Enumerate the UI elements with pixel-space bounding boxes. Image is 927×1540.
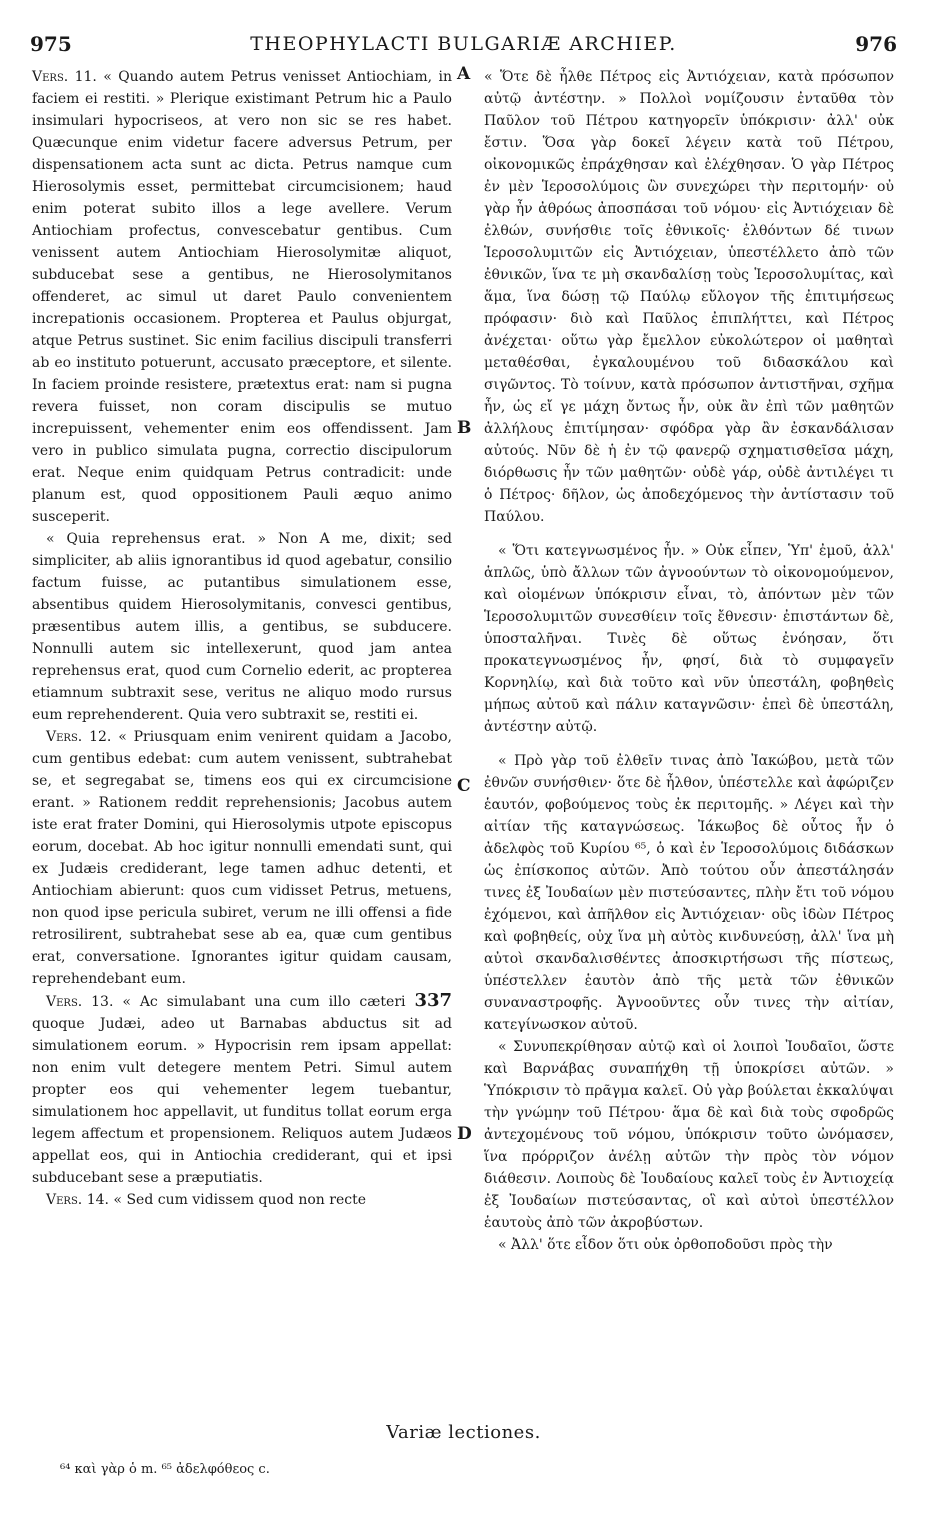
latin-paragraph <box>32 726 452 990</box>
verse-marker: Vers. 13. <box>46 994 114 1010</box>
latin-paragraph <box>32 1189 452 1211</box>
margin-letter-a: A <box>457 64 471 84</box>
latin-text: « Priusquam enim venirent quidam a Jacobo, cum gentibus edebat: cum autem venissent, subtrahebat se, et segregabat se, timens eos qui ex circumcisione erant. » Rationem reddit reprehensionis; Jacobus autem iste erat frater Domini, qui Hierosolymis utpote episcopus eorum, docebat. Ab hoc igitur nonnulli emendati sunt, qui ex Judæis crediderant, lege tamen adhuc detenti, et Antiochiam abierunt: quos cum vidisset Petrus, metuens, non quod ipse pericula subiret, verum ne illi offensi a fide retrosilirent, subtrahebat sese ab ea, quæ cum gentibus erat, conversatione. Ignorantes igitur quidam causam, reprehendebant eum. <box>32 729 452 987</box>
latin-text: « Sed cum vidissem quod non recte <box>113 1192 366 1208</box>
greek-paragraph: « Ὅτι κατεγνωσμένος ἦν. » Οὐκ εἶπεν, Ὑπ' ἐμοῦ, ἀλλ' ἁπλῶς, ὑπὸ ἄλλων τῶν ἀγνοούντων τὸ οἰκονομούμενον, καὶ οἰομένων ὑπόκρισιν εἶναι, τὸ, ἀπόντων μὲν τῶν Ἱεροσολυμιτῶν συνεσθίειν τοῖς ἔθνεσιν· ἐπιστάντων δὲ, ὑποσταλῆναι. Τινὲς δὲ οὕτως ἐνόησαν, ὅτι προκατεγνωσμένος ἦν, φησί, διὰ τὸ συμφαγεῖν Κορνηλίῳ, καὶ διὰ τοῦτο καὶ νῦν ὑπεστάλη, φοβηθεὶς μήπως αὐτοῦ καὶ πάλιν καταγνῶσιν· ἐπεὶ δὲ ὑπεστάλη, ἀντέστην αὐτῷ. <box>484 543 894 735</box>
footnotes: ⁶⁴ καὶ γὰρ ὁ m. ⁶⁵ ἀδελφόθεος c. <box>60 1462 270 1477</box>
page-number-right: 976 <box>855 32 897 56</box>
margin-letter-c: C <box>457 776 471 796</box>
running-header <box>30 32 897 62</box>
marginal-number: 337 <box>414 990 453 1011</box>
greek-paragraph: « Ὅτε δὲ ἦλθε Πέτρος εἰς Ἀντιόχειαν, κατὰ πρόσωπον αὐτῷ ἀντέστην. » Πολλοὶ νομίζουσιν ἐνταῦθα τὸν Παῦλον τοῦ Πέτρου κατηγορεῖν ὑπόκρισιν· ἀλλ' οὐκ ἔστιν. Ὅσα γὰρ δοκεῖ λέγειν κατὰ τοῦ Πέτρου, οἰκονομικῶς ἐπράχθησαν καὶ ἐλέχθησαν. Ὁ γὰρ Πέτρος ἐν μὲν Ἱεροσολύμοις ὢν συνεχώρει τὴν περιτομήν· οὐ γὰρ ἦν ἀθρόως ἀποσπάσαι τοῦ νόμου· εἰς Ἀντιόχειαν δὲ ἐλθών, συνήσθιε τοῖς ἐθνικοῖς· ἐλθόντων δέ τινων Ἱεροσολυμιτῶν εἰς Ἀντιόχειαν, ὑπεστέλλετο ἀπὸ τῶν ἐθνικῶν, ἵνα τε μὴ σκανδαλίσῃ τοὺς Ἱεροσολυμίτας, καὶ ἅμα, ἵνα δώσῃ τῷ Παύλῳ εὔλογον τῆς ἐπιτιμήσεως πρόφασιν· διὸ καὶ Παῦλος ἐπιπλήττει, καὶ Πέτρος ἀνέχεται· οὕτω γὰρ ἔμελλον εὐκολώτερον οἱ μαθηταὶ μεταθέσθαι, ἐγκαλουμένου τοῦ διδασκάλου καὶ σιγῶντος. Τὸ τοίνυν, κατὰ πρόσωπον ἀντιστῆναι, σχῆμα ἦν, ὡς εἴ γε μάχη ὄντως ἦν, οὐκ ἂν ἐπὶ τῶν μαθητῶν ἀλλήλους ἐπιτίμησαν· σφόδρα γὰρ ἂν ἐσκανδάλισαν αὐτούς. Νῦν δὲ ἡ ἐν τῷ φανερῷ σχηματισθεῖσα μάχη, διόρθωσις ἦν τῶν μαθητῶν· οὐδὲ γάρ, οὐδὲ ἀντιλέγει τι ὁ Πέτρος· δῆλον, ὡς ἀποδεχόμενος τὴν ἀντίστασιν τοῦ Παύλου. <box>484 69 894 525</box>
variae-lectiones-heading: Variæ lectiones. <box>386 1422 541 1443</box>
latin-text: « Ac simulabant una cum illo cæteri <box>122 994 406 1010</box>
latin-text: « Quia reprehensus erat. » Non A me, dixit; sed simpliciter, ab aliis ignorantibus id quod agebatur, consilio factum fuisse, ac putantibus simulationem esse, absentibus quidem Hierosolymitanis, convesci gentibus, præsentibus autem illis, a gentibus, se subducere. Nonnulli autem sic intellexerunt, quod jam antea reprehensus erat, quod cum Cornelio ederit, ac propterea etiamnum subtraxit sese, veritus ne aliquo modo rursus eum reprehenderent. Quia vero subtraxit se, restiti ei. <box>32 531 452 723</box>
greek-column <box>484 66 894 1256</box>
latin-paragraph <box>32 66 452 528</box>
verse-marker: Vers. 11. <box>32 69 97 85</box>
greek-paragraph: « Πρὸ γὰρ τοῦ ἐλθεῖν τινας ἀπὸ Ἰακώβου, μετὰ τῶν ἐθνῶν συνήσθιεν· ὅτε δὲ ἦλθον, ὑπέστελλε καὶ ἀφώριζεν ἑαυτόν, φοβούμενος τοὺς ἐκ περιτομῆς. » Λέγει καὶ τὴν αἰτίαν τῆς καταγνώσεως. Ἰάκωβος δὲ οὗτος ἦν ὁ ἀδελφὸς τοῦ Κυρίου ⁶⁵, ὁ καὶ ἐν Ἱεροσολύμοις διδάσκων ὡς ἐπίσκοπος αὐτῶν. Ἀπὸ τούτου οὖν ἀπεστάλησάν τινες ἐξ Ἰουδαίων μὲν πιστεύσαντες, πλὴν ἔτι τοῦ νόμου ἐχόμενοι, καὶ ἀπῆλθον εἰς Ἀντιόχειαν· οὓς ἰδὼν Πέτρος καὶ φοβηθείς, οὐχ ἵνα μὴ αὐτὸς κινδυνεύσῃ, ἀλλ' ἵνα μὴ αὐτοὶ σκανδαλισθέντες ἀποσκιρτήσωσι τῆς πίστεως, ὑπέστελλεν ἑαυτὸν ἀπὸ τῆς μετὰ τῶν ἐθνικῶν συναναστροφῆς. Ἀγνοοῦντες οὖν τινες τὴν αἰτίαν, κατεγίνωσκον αὐτοῦ. <box>484 753 894 1033</box>
page-number-left: 975 <box>30 32 72 56</box>
latin-column <box>32 66 452 1211</box>
latin-text: quoque Judæi, adeo ut Barnabas abductus sit ad simulationem eorum. » Hypocrisin rem ipsam appellat: non enim vult detegere mentem Petri. Simul autem propter eos qui vehementer legem tuebantur, simulationem hoc appellavit, ut funditus tollat eorum erga legem affectum et propensionem. Reliquos autem Judæos appellat eos, qui in Antiochia crediderant, qui et ipsi subducebant sese a præputiatis. <box>32 1016 452 1186</box>
running-title: THEOPHYLACTI BULGARIÆ ARCHIEP. <box>250 33 677 55</box>
margin-letter-d: D <box>457 1124 472 1144</box>
greek-paragraph: « Ἀλλ' ὅτε εἶδον ὅτι οὐκ ὀρθοποδοῦσι πρὸς τὴν <box>498 1237 833 1253</box>
margin-letter-b: B <box>457 418 472 438</box>
verse-marker: Vers. 14. <box>46 1192 109 1208</box>
latin-paragraph <box>32 528 452 726</box>
greek-paragraph: « Συνυπεκρίθησαν αὐτῷ καὶ οἱ λοιποὶ Ἰουδαῖοι, ὥστε καὶ Βαρνάβας συναπήχθη τῇ ὑποκρίσει αὐτῶν. » Ὑπόκρισιν τὸ πρᾶγμα καλεῖ. Οὐ γὰρ βούλεται ἐκκαλύψαι τὴν γνώμην τοῦ Πέτρου· ἅμα δὲ καὶ διὰ τοὺς σφοδρῶς ἀντεχομένους τοῦ νόμου, ὑπόκρισιν τοῦτο ὠνόμασεν, ἵνα πρόρριζον ἀνέλῃ αὐτῶν τὴν πρὸς τὸν νόμον διάθεσιν. Λοιποὺς δὲ Ἰουδαίους καλεῖ τοὺς ἐν Ἀντιοχείᾳ ἐξ Ἰουδαίων πιστεύσαντας, οἳ καὶ αὐτοὶ ὑπεστέλλον ἑαυτοὺς ἀπὸ τῶν ἀκροβύστων. <box>484 1039 894 1231</box>
verse-marker: Vers. 12. <box>46 729 112 745</box>
latin-paragraph <box>32 990 452 1189</box>
latin-text: « Quando autem Petrus venisset Antiochiam, in faciem ei restiti. » Plerique existimant Petrum hic a Paulo insimulari hypocriseos, at vero non sic se res habet. Quæcunque enim videtur facere adversus Petrum, per dispensationem acta sunt ac dicta. Petrus namque cum Hierosolymis esset, permittebat circumcisionem; haud enim poterat subito illos a lege avellere. Verum Antiochiam profectus, convescebatur gentibus. Cum venissent autem Antiochiam Hierosolymitæ aliquot, subducebat sese a gentibus, ne Hierosolymitanos offenderet, ac simul ut daret Paulo convenientem increpationis occasionem. Propterea et Paulus objurgat, atque Petrus sustinet. Sic enim facilius discipuli transferri ab eo instituto potuerunt, accusato præceptore, et silente. In faciem proinde resistere, prætextus erat: nam si pugna revera fuisset, non coram discipulis se mutuo increpuissent, vehementer enim eos offendissent. Jam vero in publico simulata pugna, correctio discipulorum erat. Neque enim quidquam Petrus contradicit: unde planum est, quod oppositionem Pauli æquo animo susceperit. <box>32 69 452 525</box>
